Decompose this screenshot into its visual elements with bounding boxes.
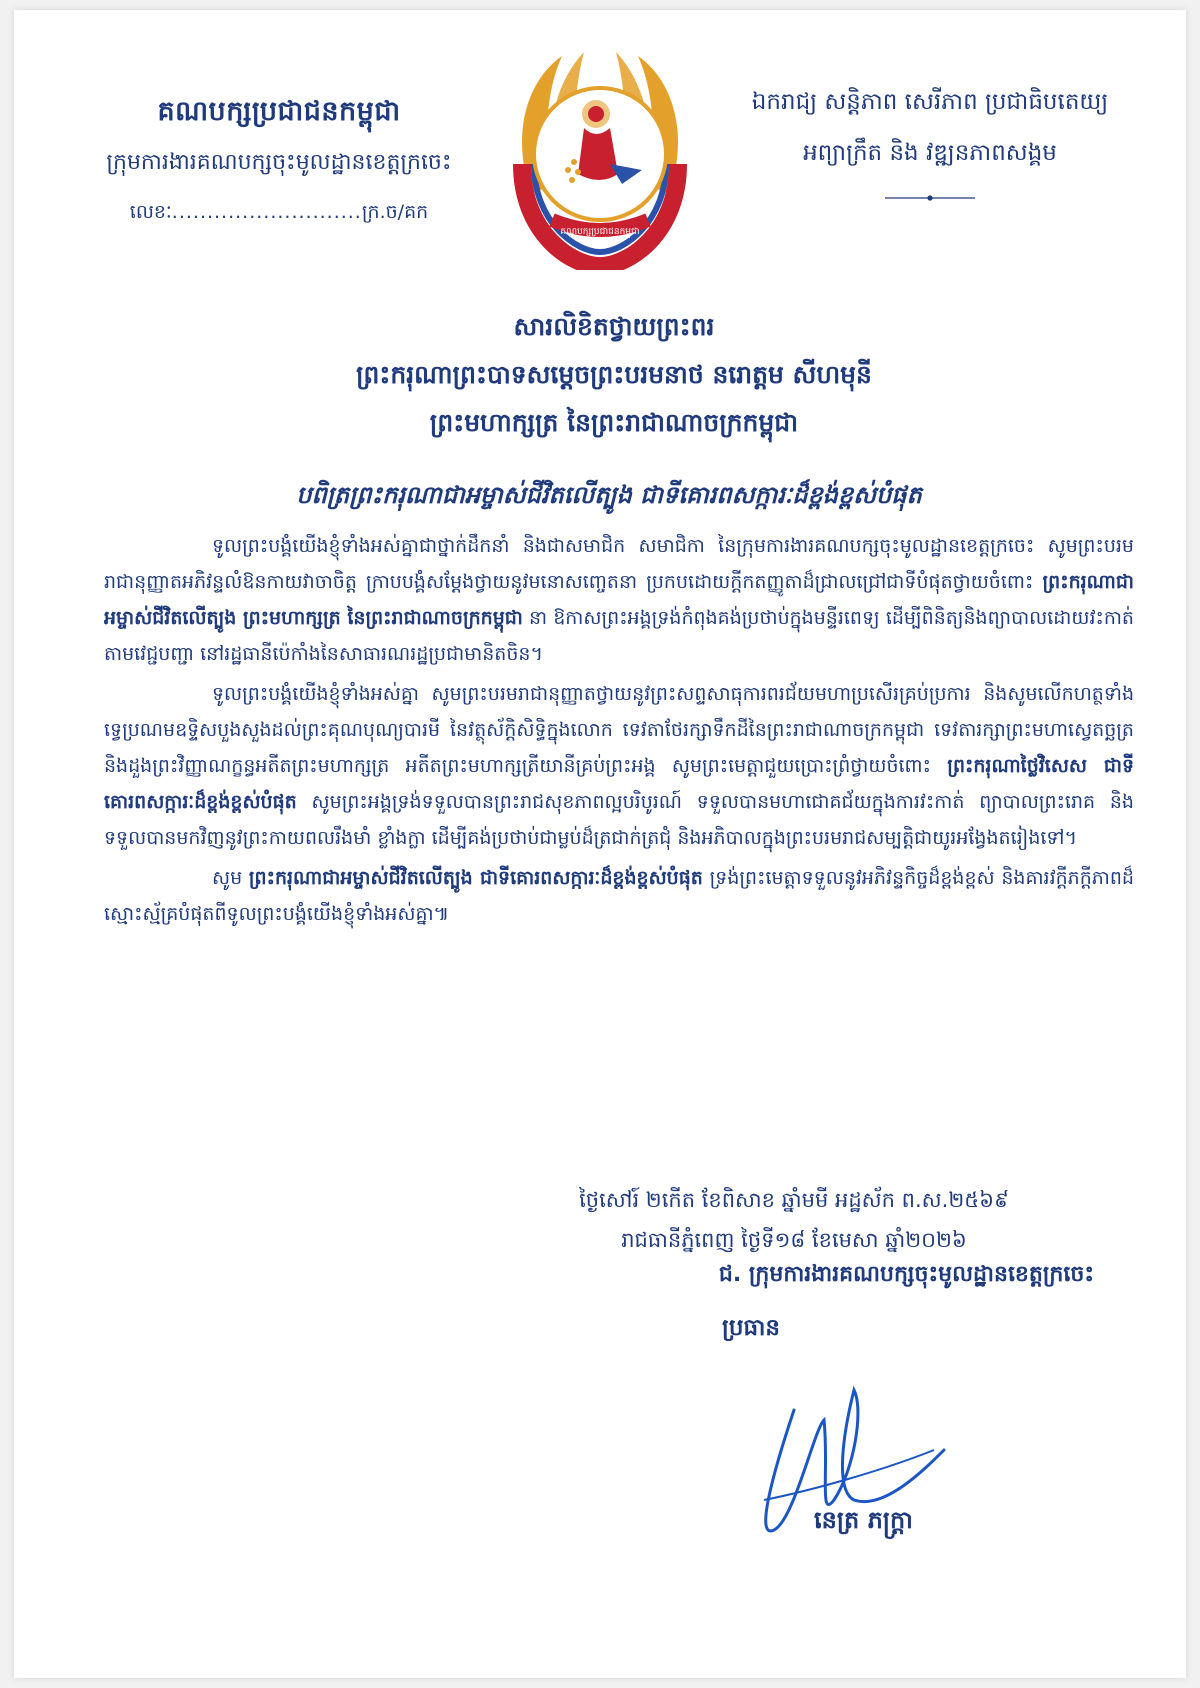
p3-text-b: ទ្រង់ព្រះមេត្តាទទួលនូវអភិវន្ទកិច្ចដ៏ខ្ពង់ខ្ពស់ និងគារវក្តីភក្ដីភាពដ៏ស្មោះស្ម័គ្របំផុតពីទូលព្រះបង្គំយើងខ្ញុំទាំងអស់គ្នា៕ [104, 867, 1134, 925]
ref-suffix: ក្រ.ច/គក [361, 201, 429, 223]
signoff-line: ជ. ក្រុមការងារគណបក្សចុះមូលដ្ឋានខេត្តក្រចេះ [718, 1262, 1094, 1287]
motto-line-2: អព្យាក្រឹត និង វឌ្ឍនភាពសង្គម [803, 140, 1057, 166]
national-motto [720, 88, 1140, 206]
working-group-name: ក្រុមការងារគណបក្សចុះមូលដ្ឋានខេត្តក្រចេះ [106, 150, 452, 175]
salutation: បពិត្រព្រះករុណាជាអម្ចាស់ជីវិតលើត្បូង ជាទីគោរពសក្ការៈដ៏ខ្ពង់ខ្ពស់បំផុត [296, 481, 922, 509]
letter-dates [494, 1180, 1094, 1260]
paragraph-3 [104, 860, 1134, 932]
emblem-ring-text: គណបក្សប្រជាជនកម្ពុជា [560, 227, 640, 237]
p2-bold-text: ព្រះករុណាថ្លៃវិសេស ជាទីគោរពសក្ការៈដ៏ខ្ពង់ខ្ពស់បំផុត [104, 755, 1135, 813]
p1-text-b: នា ឱកាសព្រះអង្គទ្រង់កំពុងគង់ប្រថាប់ក្នុងមន្ទីរពេទ្យ ដើម្បីពិនិត្យនិងព្យាបាលដោយវះកាត់តាមវេជ្ជបញ្ជា នៅរដ្ឋធានីប៉េកាំងនៃសាធារណរដ្ឋប្រជាមានិតចិន។ [104, 607, 1134, 665]
ornament-divider-icon [885, 194, 975, 202]
lunar-date: ថ្ងៃសៅរ៍ ២កើត ខែពិសាខ ឆ្នាំមមី អដ្ឋស័ក ព.ស.២៥៦៩ [579, 1188, 1009, 1212]
reference-number [64, 200, 494, 228]
p3-bold-text: ព្រះករុណាជាអម្ចាស់ជីវិតលើត្បូង ជាទីគោរពសក្ការៈដ៏ខ្ពង់ខ្ពស់បំផុត [248, 867, 703, 889]
letter-page [14, 10, 1186, 1678]
motto-line-1: ឯករាជ្យ សន្តិភាព សេរីភាព ប្រជាធិបតេយ្យ [751, 89, 1109, 115]
sender-header [64, 95, 494, 228]
title-line-2: ព្រះករុណាព្រះបាទសម្តេចព្រះបរមនាថ នរោត្តម សីហមុនី [356, 360, 872, 389]
title-line-3: ព្រះមហាក្សត្រ នៃព្រះរាជាណាចក្រកម្ពុជា [429, 408, 799, 437]
p1-text-a: ទូលព្រះបង្គំយើងខ្ញុំទាំងអស់គ្នាជាថ្នាក់ដឹកនាំ និងជាសមាជិក សមាជិកា នៃក្រុមការងារគណបក្សចុះមូលដ្ឋានខេត្តក្រចេះ សូមព្រះបរមរាជានុញ្ញាតអភិវន្ទលំឱនកាយវាចាចិត្ត ក្រាបបង្គំសម្តែងថ្វាយនូវមនោសញ្ចេតនា ប្រកបដោយក្តីកតញ្ញូតាដ៏ជ្រាលជ្រៅជាទីបំផុតថ្វាយចំពោះ [104, 535, 1134, 593]
p2-text-b: សូមព្រះអង្គទ្រង់ទទួលបានព្រះរាជសុខភាពល្អបរិបូរណ៍ ទទួលបានមហាជោគជ័យក្នុងការវះកាត់ ព្យាបាលព្រះរោគ និងទទួលបានមកវិញនូវព្រះកាយពលរឹងមាំ ខ្លាំងក្លា ដើម្បីគង់ប្រថាប់ជាម្លប់ដ៏ត្រជាក់ត្រជុំ និងអភិបាលក្នុងព្រះបរមរាជសម្បត្តិជាយូរអង្វែងតរៀងទៅ។ [104, 791, 1134, 849]
p1-bold-text: ព្រះករុណាជាអម្ចាស់ជីវិតលើត្បូង ព្រះមហាក្សត្រ នៃព្រះរាជាណាចក្រកម្ពុជា [104, 571, 1134, 629]
party-name: គណបក្សប្រជាជនកម្ពុជា [157, 96, 401, 127]
party-emblem-icon [492, 44, 708, 270]
p2-text-a: ទូលព្រះបង្គំយើងខ្ញុំទាំងអស់គ្នា សូមព្រះបរមរាជានុញ្ញាតថ្វាយនូវព្រះសព្ទសាធុការពរជ័យមហាប្រសើរគ្រប់ប្រការ និងសូមលើកហត្ថទាំងទ្វេប្រណមឧទ្ទិសបួងសួងដល់ព្រះគុណបុណ្យបារមី នៃវត្ថុស័ក្តិសិទ្ធិក្នុងលោក ទេវតាថែរក្សាទឹកដីនៃព្រះរាជាណាចក្រកម្ពុជា ទេវតារក្សាព្រះមហាស្វេតច្ឆត្រ និងដួងព្រះវិញ្ញាណក្ខន្ធអតីតព្រះមហាក្សត្រ អតីតព្រះមហាក្សត្រីយានីគ្រប់ព្រះអង្គ សូមព្រះមេត្តាជួយប្រោះព្រំថ្វាយចំពោះ [104, 683, 1134, 777]
letter-title [134, 312, 1094, 456]
signatory-role: ប្រធាន [722, 1315, 780, 1341]
p3-text-a: សូម [212, 867, 243, 889]
ref-prefix: លេខៈ [129, 201, 172, 223]
paragraph-1 [104, 528, 1134, 672]
solar-date: រាជធានីភ្នំពេញ ថ្ងៃទី១៨ ខែមេសា ឆ្នាំ២០២៦ [621, 1228, 967, 1252]
title-line-1: សារលិខិតថ្វាយព្រះពរ [513, 312, 715, 341]
signatory-name: នេត្រ ភក្ត្រា [814, 1506, 913, 1534]
paragraph-2 [104, 676, 1134, 856]
letter-body [104, 528, 1134, 936]
ref-dots: ........................... [171, 201, 362, 223]
